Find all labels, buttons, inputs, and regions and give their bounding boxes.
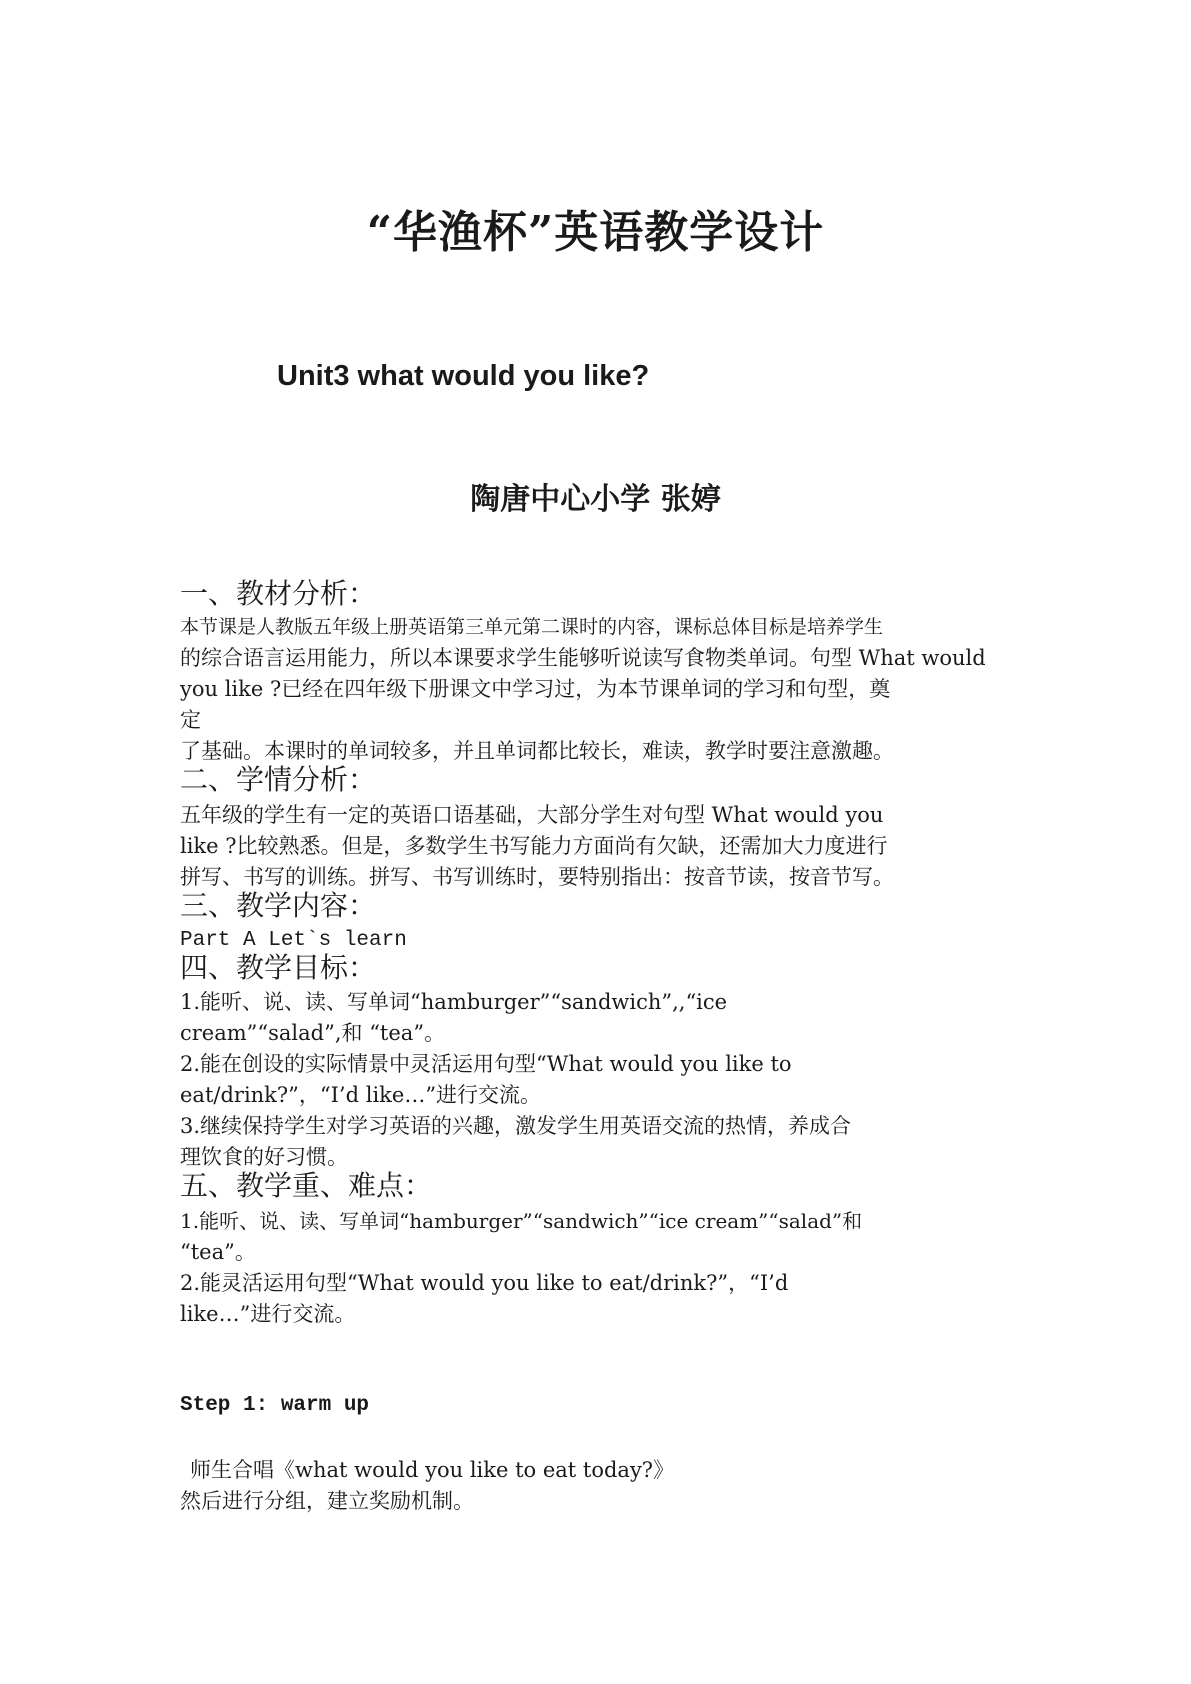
paragraph-line: 五年级的学生有一定的英语口语基础，大部分学生对句型 What would you xyxy=(180,803,884,827)
unit-heading: Unit3 what would you like? xyxy=(277,360,650,392)
section-heading-student-analysis: 二、学情分析： xyxy=(180,763,377,796)
paragraph-line: 理饮食的好习惯。 xyxy=(180,1145,348,1169)
paragraph-line: 定 xyxy=(180,708,201,732)
section-heading-textbook-analysis: 一、教材分析： xyxy=(180,577,377,610)
paragraph-line: eat/drink?”，“I’d like…”进行交流。 xyxy=(180,1083,542,1107)
section-heading-key-points: 五、教学重、难点： xyxy=(180,1169,433,1202)
paragraph-line: you like ?已经在四年级下册课文中学习过，为本节课单词的学习和句型，奠 xyxy=(180,677,891,701)
section-heading-teaching-goals: 四、教学目标： xyxy=(180,951,377,984)
paragraph-line: 3.继续保持学生对学习英语的兴趣，激发学生用英语交流的热情，养成合 xyxy=(180,1114,852,1138)
paragraph-line: Part A Let`s learn xyxy=(180,929,407,952)
paragraph-line: like…”进行交流。 xyxy=(180,1302,356,1326)
document-title: “华渔杯”英语教学设计 xyxy=(366,207,825,258)
paragraph-line: like ?比较熟悉。但是，多数学生书写能力方面尚有欠缺，还需加大力度进行 xyxy=(180,834,888,858)
paragraph-line: 1.能听、说、读、写单词“hamburger”“sandwich”,,“ice xyxy=(180,990,728,1014)
paragraph-line: 师生合唱《what would you like to eat today?》 xyxy=(190,1458,675,1482)
paragraph-line: 本节课是人教版五年级上册英语第三单元第二课时的内容，课标总体目标是培养学生 xyxy=(180,616,884,638)
paragraph-line: 拼写、书写的训练。拼写、书写训练时，要特别指出：按音节读，按音节写。 xyxy=(180,865,894,889)
step-heading-warm-up: Step 1: warm up xyxy=(180,1394,370,1417)
section-heading-teaching-content: 三、教学内容： xyxy=(180,889,377,922)
paragraph-line: 了基础。本课时的单词较多，并且单词都比较长，难读，教学时要注意激趣。 xyxy=(180,739,894,763)
paragraph-line: 2.能在创设的实际情景中灵活运用句型“What would you like to xyxy=(180,1052,792,1076)
author-line: 陶唐中心小学 张婷 xyxy=(470,482,721,517)
paragraph-line: 2.能灵活运用句型“What would you like to eat/drink?”，“I’d xyxy=(180,1271,789,1295)
paragraph-line: 1.能听、说、读、写单词“hamburger”“sandwich”“ice cream”“salad”和 xyxy=(180,1209,863,1233)
paragraph-line: “tea”。 xyxy=(180,1240,256,1264)
paragraph-line: 然后进行分组，建立奖励机制。 xyxy=(180,1489,474,1513)
paragraph-line: 的综合语言运用能力，所以本课要求学生能够听说读写食物类单词。句型 What would xyxy=(180,646,986,670)
paragraph-line: cream”“salad”,和 “tea”。 xyxy=(180,1021,446,1045)
